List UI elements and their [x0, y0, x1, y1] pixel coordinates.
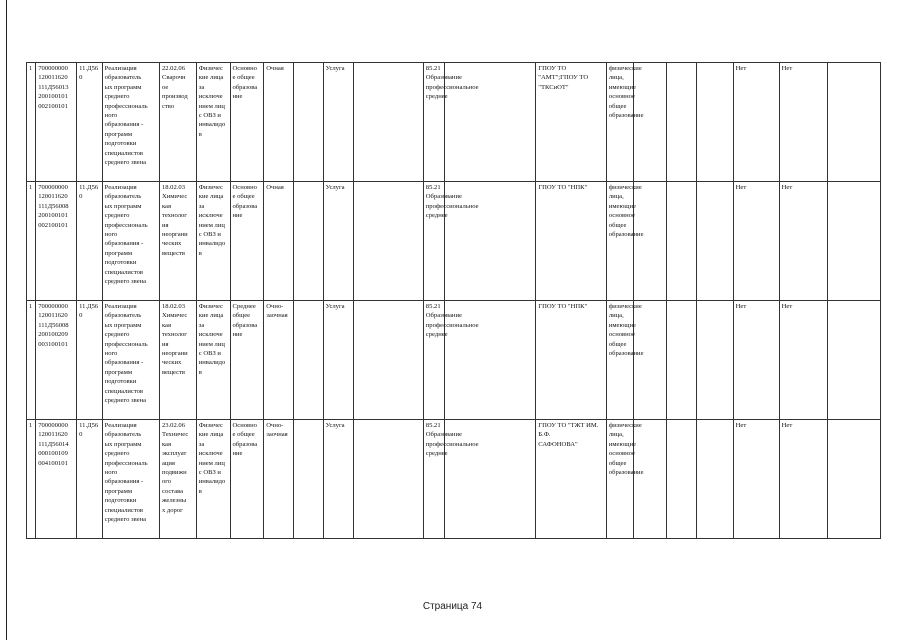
- registry-code: [36, 182, 77, 301]
- page-footer: Страница 74: [422, 601, 483, 612]
- empty-cell: [667, 182, 697, 301]
- empty-cell: [634, 420, 667, 539]
- row-number: [27, 420, 36, 539]
- row-number-text: 1: [29, 65, 33, 72]
- table-row: [27, 301, 881, 420]
- service-code-text: 11.Д56 0: [79, 303, 99, 320]
- empty-cell: [827, 182, 880, 301]
- organization-text: ГПОУ ТО "НПК": [538, 184, 588, 191]
- empty-cell: [696, 182, 733, 301]
- organization-text: ГПОУ ТО "ТЖТ ИМ. Б.Ф. САФОНОВА": [538, 422, 599, 448]
- education-level: [230, 63, 264, 182]
- okved: [423, 420, 479, 539]
- service-name: [102, 420, 159, 539]
- specialty: [159, 63, 196, 182]
- okved-text: 85.21 Образование профессиональное среднее: [425, 303, 479, 339]
- organization: [536, 63, 607, 182]
- service-code: [77, 420, 103, 539]
- service-type: [323, 182, 354, 301]
- flag-yes-no: [779, 301, 827, 420]
- specialty: [159, 420, 196, 539]
- study-form: [264, 420, 294, 539]
- flag-yes-no-text: Нет: [735, 422, 747, 429]
- flag-yes-no: [779, 63, 827, 182]
- flag-yes-no: [733, 301, 779, 420]
- okved-text: 85.21 Образование профессиональное среднее: [425, 65, 479, 101]
- consumer-category: [196, 301, 230, 420]
- service-code-text: 11.Д56 0: [79, 422, 99, 439]
- study-form-text: Очная: [266, 65, 284, 72]
- specialty-text: 18.02.03 Химичес кая технолог ия неоргани ческих веществ: [161, 184, 188, 257]
- table-row: [27, 182, 881, 301]
- service-name: [102, 301, 159, 420]
- organization: [536, 420, 607, 539]
- flag-yes-no-text: Нет: [781, 184, 793, 191]
- flag-yes-no-text: Нет: [781, 422, 793, 429]
- empty-cell: [827, 420, 880, 539]
- education-level-text: Основно е общее образова ние: [232, 65, 258, 101]
- empty-cell: [354, 63, 424, 182]
- registry-code: [36, 63, 77, 182]
- study-form: [264, 301, 294, 420]
- table-row: [27, 63, 881, 182]
- flag-yes-no: [733, 182, 779, 301]
- service-type: [323, 420, 354, 539]
- registry-code: [36, 420, 77, 539]
- empty-cell: [354, 301, 424, 420]
- study-form-text: Очно- заочная: [266, 303, 288, 320]
- education-level-text: Основно е общее образова ние: [232, 184, 258, 220]
- consumer-category-text: Физичес кие лица за исключе нием лиц с ОВЗ и инвалидо в: [198, 422, 226, 495]
- okved: [423, 63, 479, 182]
- flag-yes-no-text: Нет: [781, 65, 793, 72]
- service-code: [77, 63, 103, 182]
- consumers-text: физические лица, имеющие основное общее образование: [608, 303, 644, 358]
- organization-text: ГПОУ ТО "АМТ";ГПОУ ТО "ТКСиОТ": [538, 65, 589, 91]
- consumers: [606, 63, 644, 182]
- registry-table: [26, 62, 881, 539]
- service-type-text: Услуга: [325, 303, 345, 310]
- service-name-text: Реализация образователь ых программ среднего профессиональ ного образования - программ подготовки специалистов среднего звена: [104, 65, 148, 167]
- consumers: [606, 182, 644, 301]
- flag-yes-no-text: Нет: [781, 303, 793, 310]
- okved: [423, 301, 479, 420]
- study-form: [264, 63, 294, 182]
- service-type-text: Услуга: [325, 184, 345, 191]
- consumer-category-text: Физичес кие лица за исключе нием лиц с ОВЗ и инвалидо в: [198, 184, 226, 257]
- empty-cell: [293, 301, 323, 420]
- service-name-text: Реализация образователь ых программ среднего профессиональ ного образования - программ подготовки специалистов среднего звена: [104, 184, 148, 286]
- empty-cell: [293, 420, 323, 539]
- row-number: [27, 63, 36, 182]
- flag-yes-no: [733, 63, 779, 182]
- empty-cell: [354, 182, 424, 301]
- registry-code: [36, 301, 77, 420]
- education-level-text: Основно е общее образова ние: [232, 422, 258, 458]
- organization-text: ГПОУ ТО "НПК": [538, 303, 588, 310]
- consumer-category-text: Физичес кие лица за исключе нием лиц с ОВЗ и инвалидо в: [198, 65, 226, 138]
- study-form-text: Очно- заочная: [266, 422, 288, 439]
- registry-code-text: 700000000 120011620 111Д56008 200100209 003100101: [38, 303, 69, 348]
- specialty: [159, 182, 196, 301]
- education-level: [230, 301, 264, 420]
- consumer-category: [196, 182, 230, 301]
- consumers-text: физические лица, имеющие основное общее образование: [608, 184, 644, 239]
- service-type-text: Услуга: [325, 65, 345, 72]
- flag-yes-no: [779, 182, 827, 301]
- okved-text: 85.21 Образование профессиональное среднее: [425, 184, 479, 220]
- education-level-text: Среднее общее образова ние: [232, 303, 258, 339]
- row-number: [27, 301, 36, 420]
- row-number-text: 1: [29, 303, 33, 310]
- empty-cell: [827, 63, 880, 182]
- service-code-text: 11.Д56 0: [79, 65, 99, 82]
- empty-cell: [827, 301, 880, 420]
- flag-yes-no-text: Нет: [735, 184, 747, 191]
- empty-cell: [293, 182, 323, 301]
- service-name: [102, 182, 159, 301]
- service-name-text: Реализация образователь ых программ среднего профессиональ ного образования - программ подготовки специалистов среднего звена: [104, 422, 148, 524]
- service-code: [77, 182, 103, 301]
- consumers: [606, 301, 644, 420]
- consumer-category: [196, 420, 230, 539]
- flag-yes-no: [733, 420, 779, 539]
- empty-cell: [696, 420, 733, 539]
- page-left-rule: [6, 0, 7, 640]
- empty-cell: [667, 301, 697, 420]
- empty-cell: [634, 63, 667, 182]
- empty-cell: [354, 420, 424, 539]
- specialty-text: 18.02.03 Химичес кая технолог ия неоргани ческих веществ: [161, 303, 188, 376]
- empty-cell: [696, 63, 733, 182]
- service-code: [77, 301, 103, 420]
- flag-yes-no-text: Нет: [735, 65, 747, 72]
- registry-code-text: 700000000 120011620 111Д56013 200100101 002100101: [38, 65, 69, 110]
- registry-code-text: 700000000 120011620 111Д56008 200100101 002100101: [38, 184, 69, 229]
- table-row: [27, 420, 881, 539]
- service-type: [323, 63, 354, 182]
- service-name-text: Реализация образователь ых программ среднего профессиональ ного образования - программ подготовки специалистов среднего звена: [104, 303, 148, 405]
- empty-cell: [696, 301, 733, 420]
- specialty-text: 23.02.06 Техничес кая эксплуат ация подвижн ого состава железны х дорог: [161, 422, 189, 514]
- service-name: [102, 63, 159, 182]
- empty-cell: [634, 182, 667, 301]
- consumer-category-text: Физичес кие лица за исключе нием лиц с ОВЗ и инвалидо в: [198, 303, 226, 376]
- service-type-text: Услуга: [325, 422, 345, 429]
- study-form: [264, 182, 294, 301]
- consumers-text: физические лица, имеющие основное общее образование: [608, 65, 644, 120]
- okved-text: 85.21 Образование профессиональное среднее: [425, 422, 479, 458]
- empty-cell: [634, 301, 667, 420]
- specialty: [159, 301, 196, 420]
- empty-cell: [293, 63, 323, 182]
- consumer-category: [196, 63, 230, 182]
- study-form-text: Очная: [266, 184, 284, 191]
- row-number-text: 1: [29, 422, 33, 429]
- specialty-text: 22.02.06 Сварочн ое производ ство: [161, 65, 188, 110]
- consumers-text: физические лица, имеющие основное общее образование: [608, 422, 644, 477]
- row-number-text: 1: [29, 184, 33, 191]
- organization: [536, 301, 607, 420]
- okved: [423, 182, 479, 301]
- empty-cell: [667, 420, 697, 539]
- flag-yes-no: [779, 420, 827, 539]
- consumers: [606, 420, 644, 539]
- flag-yes-no-text: Нет: [735, 303, 747, 310]
- service-code-text: 11.Д56 0: [79, 184, 99, 201]
- row-number: [27, 182, 36, 301]
- empty-cell: [667, 63, 697, 182]
- registry-code-text: 700000000 120011620 111Д56014 000100109 004100101: [38, 422, 69, 467]
- education-level: [230, 182, 264, 301]
- service-type: [323, 301, 354, 420]
- organization: [536, 182, 607, 301]
- education-level: [230, 420, 264, 539]
